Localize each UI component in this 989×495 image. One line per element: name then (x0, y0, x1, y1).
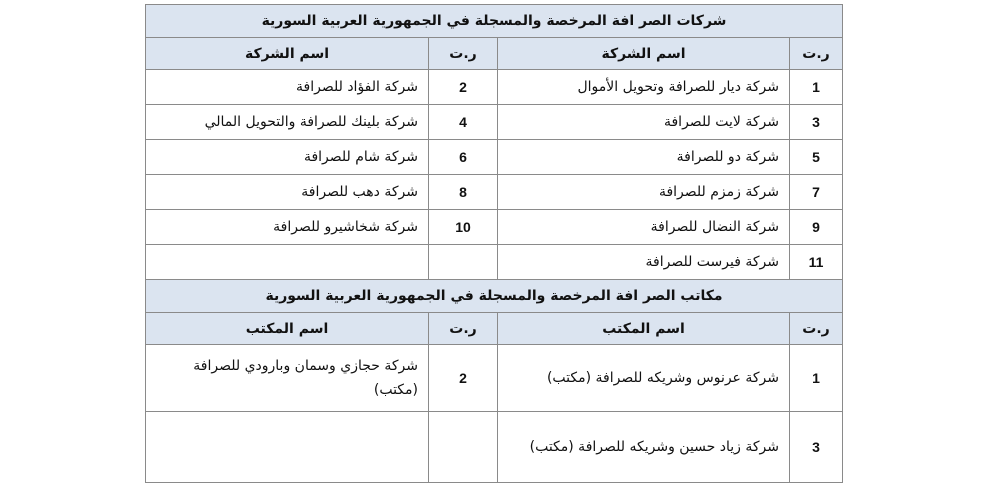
row-number: 1 (790, 345, 843, 412)
company-name: شركة ديار للصرافة وتحويل الأموال (498, 70, 790, 105)
table-row (146, 345, 843, 412)
offices-right-num-header: ر.ت (790, 313, 843, 345)
company-name: شركة شام للصرافة (146, 140, 429, 175)
row-number: 8 (429, 175, 498, 210)
company-name: شركة شخاشيرو للصرافة (146, 210, 429, 245)
company-name: شركة الفؤاد للصرافة (146, 70, 429, 105)
table-row (146, 105, 843, 140)
companies-header-row (146, 38, 843, 70)
offices-left-num-header: ر.ت (429, 313, 498, 345)
company-name: شركة زمزم للصرافة (498, 175, 790, 210)
office-name: شركة عرنوس وشريكه للصرافة (مكتب) (498, 345, 790, 412)
offices-left-name-header: اسم المكتب (146, 313, 429, 345)
exchange-registry-table (145, 4, 843, 483)
companies-left-num-header: ر.ت (429, 38, 498, 70)
row-number: 9 (790, 210, 843, 245)
office-name: شركة زياد حسين وشريكه للصرافة (مكتب) (498, 412, 790, 483)
table-row (146, 245, 843, 280)
offices-title-row (146, 280, 843, 313)
office-name (146, 412, 429, 483)
company-name: شركة لايت للصرافة (498, 105, 790, 140)
row-number: 6 (429, 140, 498, 175)
offices-section-title: مكاتب الصر افة المرخصة والمسجلة في الجمهورية العربية السورية (146, 280, 843, 313)
companies-left-name-header: اسم الشركة (146, 38, 429, 70)
company-name: شركة بلينك للصرافة والتحويل المالي (146, 105, 429, 140)
company-name: شركة النضال للصرافة (498, 210, 790, 245)
company-name (146, 245, 429, 280)
offices-right-name-header: اسم المكتب (498, 313, 790, 345)
row-number: 2 (429, 345, 498, 412)
row-number: 7 (790, 175, 843, 210)
company-name: شركة دهب للصرافة (146, 175, 429, 210)
table-row (146, 140, 843, 175)
office-name: شركة حجازي وسمان وبارودي للصرافة (مكتب) (146, 345, 429, 412)
table-row (146, 70, 843, 105)
row-number: 3 (790, 412, 843, 483)
table-row (146, 412, 843, 483)
row-number: 1 (790, 70, 843, 105)
companies-right-name-header: اسم الشركة (498, 38, 790, 70)
row-number (429, 245, 498, 280)
row-number: 11 (790, 245, 843, 280)
row-number: 4 (429, 105, 498, 140)
companies-right-num-header: ر.ت (790, 38, 843, 70)
row-number: 3 (790, 105, 843, 140)
company-name: شركة فيرست للصرافة (498, 245, 790, 280)
row-number: 10 (429, 210, 498, 245)
companies-section-title: شركات الصر افة المرخصة والمسجلة في الجمهورية العربية السورية (146, 5, 843, 38)
row-number (429, 412, 498, 483)
table-row (146, 210, 843, 245)
offices-header-row (146, 313, 843, 345)
row-number: 2 (429, 70, 498, 105)
companies-title-row (146, 5, 843, 38)
row-number: 5 (790, 140, 843, 175)
company-name: شركة دو للصرافة (498, 140, 790, 175)
table-row (146, 175, 843, 210)
